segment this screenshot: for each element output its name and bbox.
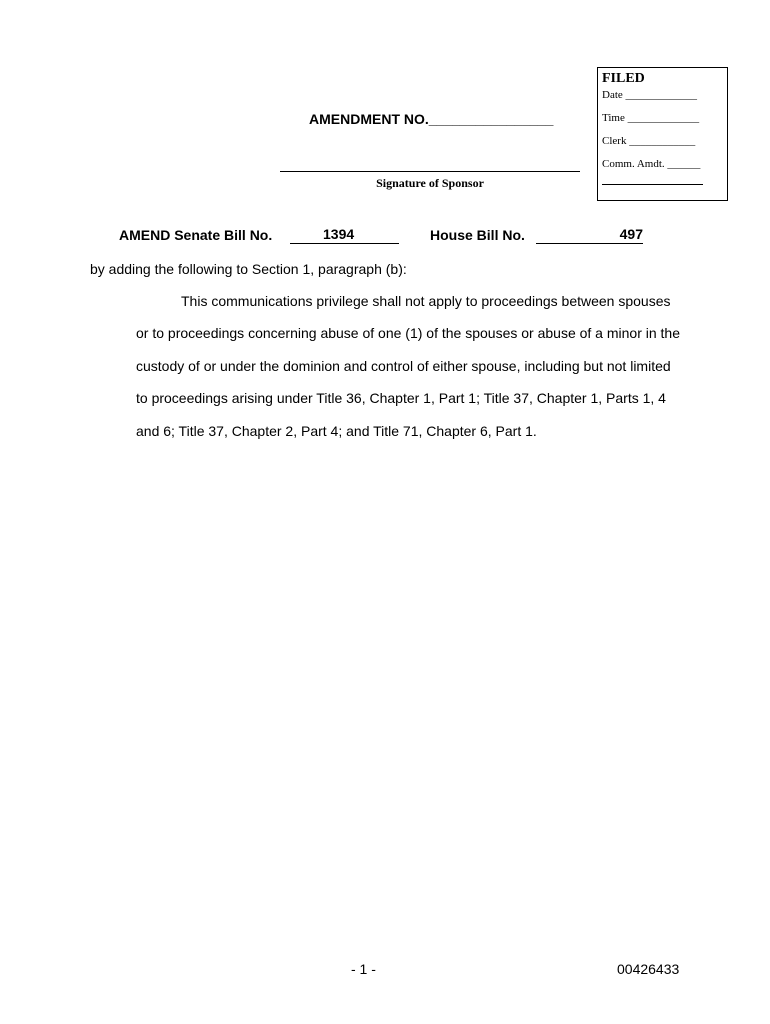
signature-label: Signature of Sponsor [376,176,484,190]
body-line: and 6; Title 37, Chapter 2, Part 4; and Title 71, Chapter 6, Part 1. [136,423,537,439]
filed-comm-amdt-line: Comm. Amdt. ______ [602,158,701,170]
house-bill-label: House Bill No. [430,227,525,243]
intro-text: by adding the following to Section 1, paragraph (b): [90,261,407,277]
body-line: custody of or under the dominion and control of either spouse, including but not limited [136,358,671,374]
filed-title: FILED [602,71,645,86]
body-line: or to proceedings concerning abuse of one (1) of the spouses or abuse of a minor in the [136,325,681,341]
page-number: - 1 - [351,961,376,977]
body-line: This communications privilege shall not apply to proceedings between spouses [181,293,671,309]
filed-box [597,67,728,201]
senate-bill-label: AMEND Senate Bill No. [119,227,273,243]
house-bill-number: 497 [536,227,643,244]
body-line: to proceedings arising under Title 36, Chapter 1, Part 1; Title 37, Chapter 1, Parts 1, 4 [136,390,666,406]
filed-clerk-line: Clerk ____________ [602,135,696,147]
signature-line [280,171,580,172]
filed-date-line: Date _____________ [602,89,698,101]
filed-time-line: Time _____________ [602,112,700,124]
amendment-number: AMENDMENT NO.________________ [309,111,554,127]
filed-blank-line [602,184,703,185]
senate-bill-number: 1394 [290,227,399,244]
document-id: 00426433 [617,961,680,977]
